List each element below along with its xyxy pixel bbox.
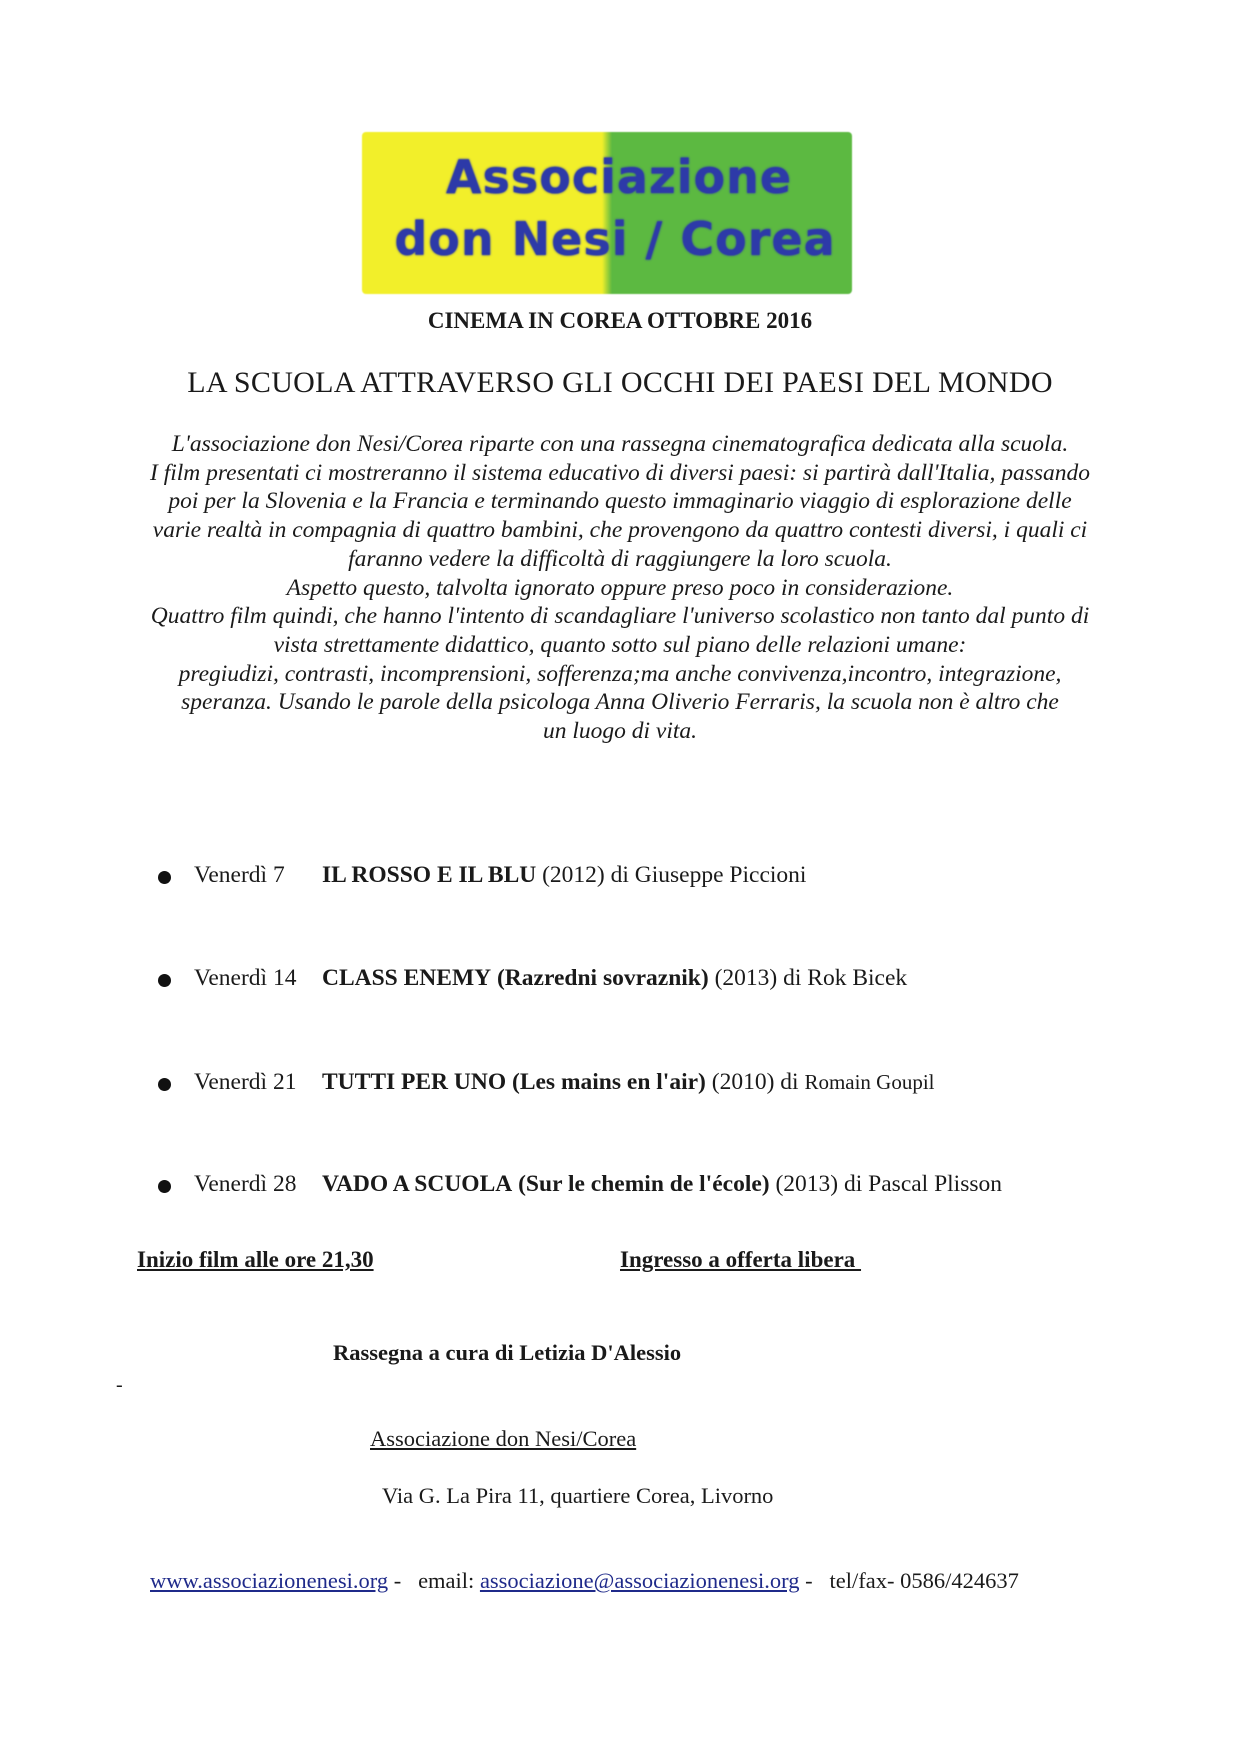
film-title: IL ROSSO E IL BLU bbox=[322, 862, 537, 888]
logo-line-1: Associazione bbox=[445, 150, 793, 204]
film-original-title: (Les mains en l'air) bbox=[512, 1069, 706, 1095]
film-by: di bbox=[844, 1171, 863, 1197]
website-link[interactable]: www.associazionenesi.org bbox=[150, 1568, 389, 1593]
film-original-title: (Razredni sovraznik) bbox=[496, 965, 709, 991]
intro-line: Quattro film quindi, che hanno l'intento di scandagliare l'universo scolastico non tanto dal punto di bbox=[150, 603, 1090, 630]
film-by: di bbox=[610, 862, 629, 888]
curated-by: Rassegna a cura di Letizia D'Alessio bbox=[333, 1340, 682, 1365]
intro-line: faranno vedere la difficoltà di raggiungere la loro scuola. bbox=[348, 545, 892, 572]
intro-line: poi per la Slovenia e la Francia e terminando questo immaginario viaggio di esplorazione delle bbox=[168, 488, 1072, 515]
contact-footer bbox=[150, 1568, 1019, 1594]
film-day: Venerdì 28 bbox=[194, 1171, 297, 1197]
intro-line: Aspetto questo, talvolta ignorato oppure preso poco in considerazione. bbox=[286, 574, 954, 601]
film-day: Venerdì 7 bbox=[194, 862, 285, 888]
association-name: Associazione don Nesi/Corea bbox=[370, 1426, 637, 1451]
dash-mark: - bbox=[116, 1374, 123, 1396]
logo-line-2: don Nesi / Corea bbox=[394, 212, 836, 266]
intro-paragraph bbox=[110, 430, 1130, 746]
intro-line: varie realtà in compagnia di quattro bambini, che provengono da quattro contesti diversi, i quali ci bbox=[152, 517, 1088, 544]
entry-note: Ingresso a offerta libera bbox=[620, 1247, 862, 1272]
film-director: Rok Bicek bbox=[807, 965, 908, 991]
email-link[interactable]: associazione@associazionenesi.org bbox=[479, 1568, 800, 1593]
intro-line: L'associazione don Nesi/Corea riparte con una rassegna cinematografica dedicata alla scuola. bbox=[171, 431, 1069, 457]
film-year: (2013) bbox=[775, 1171, 839, 1197]
film-director: Romain Goupil bbox=[804, 1070, 935, 1094]
film-day: Venerdì 14 bbox=[194, 965, 297, 991]
intro-line: I film presentati ci mostreranno il sistema educativo di diversi paesi: si partirà dall'Italia, passando bbox=[150, 459, 1090, 486]
association-address: Via G. La Pira 11, quartiere Corea, Livorno bbox=[382, 1483, 774, 1508]
association-logo bbox=[362, 132, 852, 294]
intro-line: pregiudizi, contrasti, incomprensioni, sofferenza;ma anche convivenza,incontro, integrazione, bbox=[178, 660, 1062, 687]
film-director: Pascal Plisson bbox=[868, 1171, 1003, 1197]
film-by: di bbox=[780, 1069, 799, 1095]
film-title: CLASS ENEMY bbox=[322, 965, 492, 991]
film-year: (2012) bbox=[542, 862, 605, 888]
film-day: Venerdì 21 bbox=[194, 1069, 297, 1095]
phone-info: - tel/fax- 0586/424637 bbox=[799, 1568, 1019, 1593]
film-year: (2010) bbox=[711, 1069, 775, 1095]
film-year: (2013) bbox=[714, 965, 778, 991]
bullet-icon bbox=[158, 1180, 171, 1193]
intro-line: vista strettamente didattico, quanto sotto sul piano delle relazioni umane: bbox=[273, 631, 967, 658]
footer-separator: - email: bbox=[388, 1568, 480, 1593]
intro-line: un luogo di vita. bbox=[542, 718, 698, 745]
film-director: Giuseppe Piccioni bbox=[634, 862, 807, 888]
bullet-icon bbox=[158, 871, 171, 884]
bullet-icon bbox=[158, 1078, 171, 1091]
film-title: VADO A SCUOLA bbox=[322, 1171, 513, 1197]
film-original-title: (Sur le chemin de l'école) bbox=[518, 1171, 770, 1197]
intro-line: speranza. Usando le parole della psicologa Anna Oliverio Ferraris, la scuola non è altro che bbox=[181, 689, 1059, 716]
event-subtitle: CINEMA IN COREA OTTOBRE 2016 bbox=[427, 308, 813, 333]
page-title: LA SCUOLA ATTRAVERSO GLI OCCHI DEI PAESI DEL MONDO bbox=[187, 366, 1053, 399]
film-by: di bbox=[783, 965, 802, 991]
film-title: TUTTI PER UNO bbox=[322, 1069, 507, 1095]
bullet-icon bbox=[158, 974, 171, 987]
start-time: Inizio film alle ore 21,30 bbox=[137, 1247, 374, 1272]
